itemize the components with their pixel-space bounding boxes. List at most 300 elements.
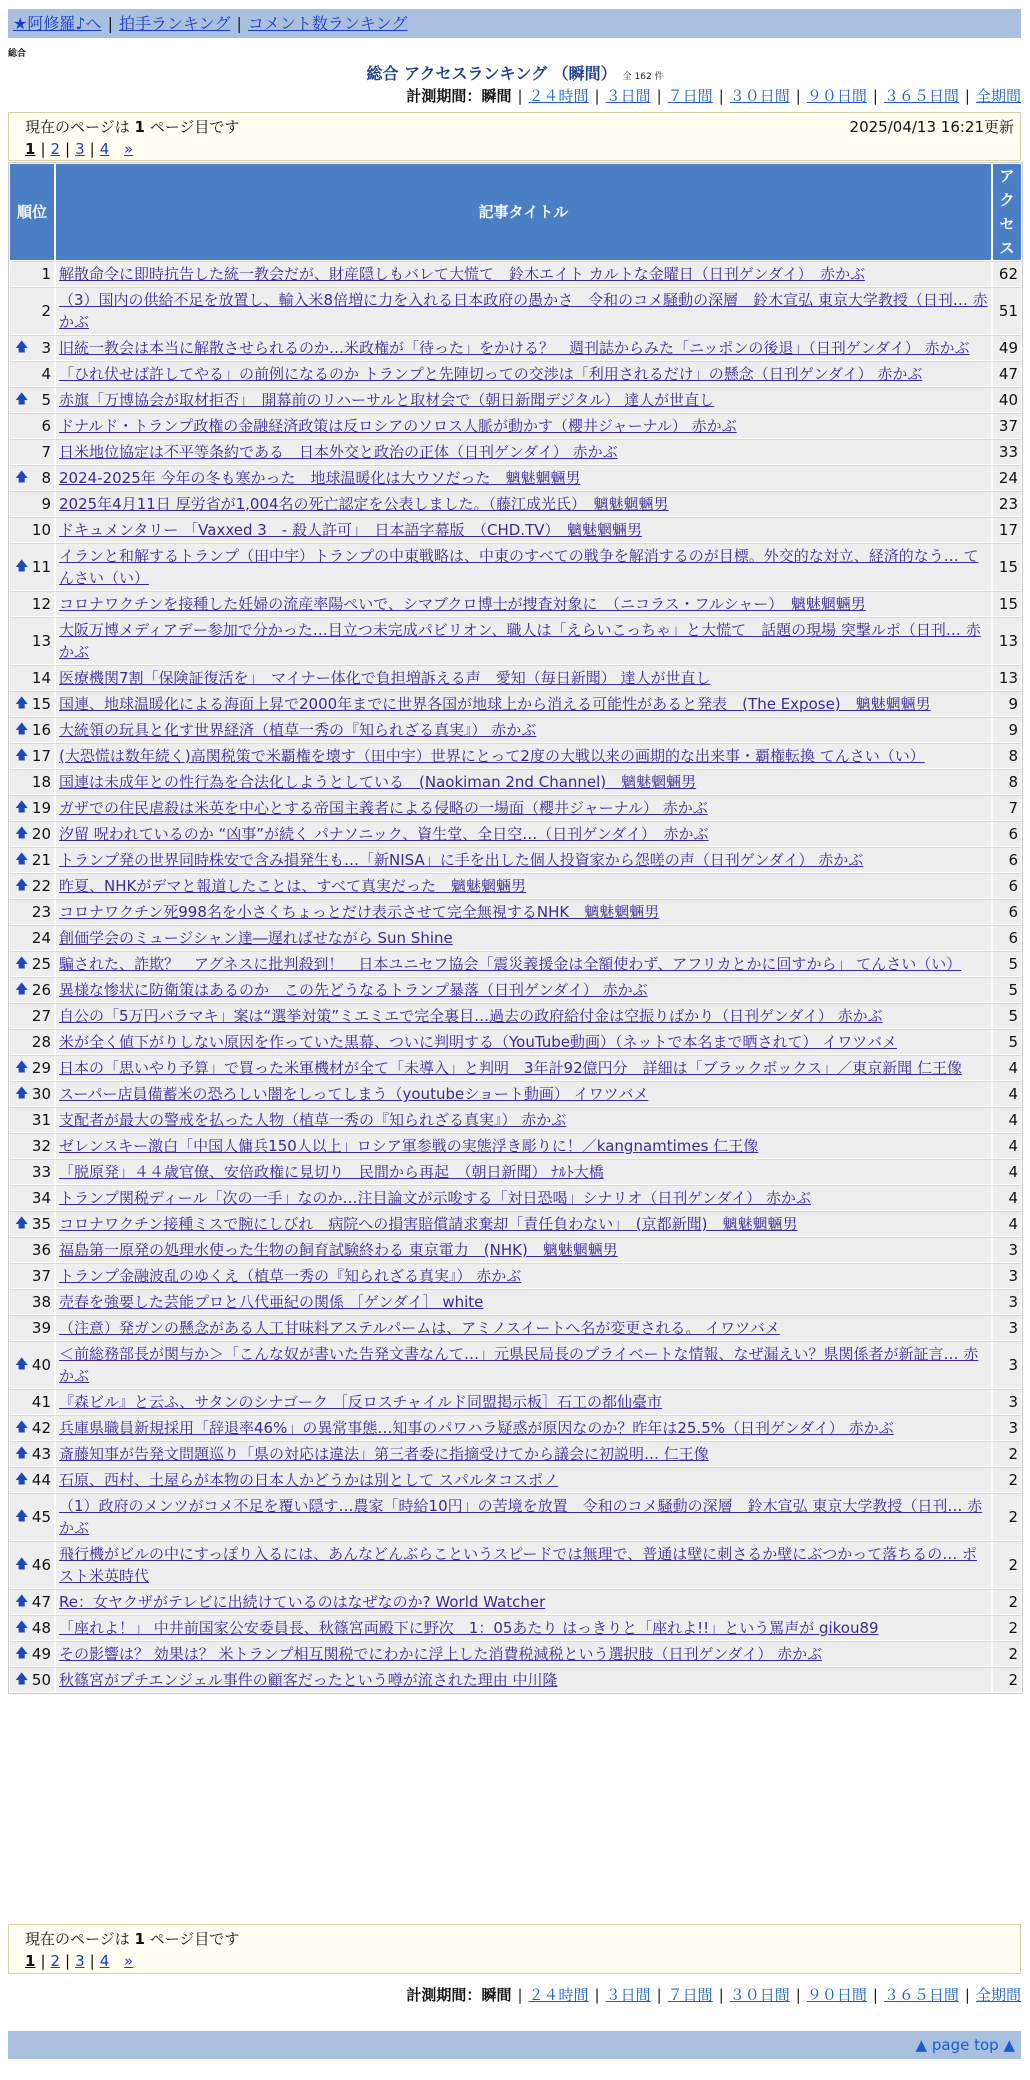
table-row (9, 899, 1022, 925)
article-link[interactable]: 斎藤知事が告発文問題巡り「県の対応は違法」第三者委に指摘受けてから議会に初説明… 仁王像 (59, 1445, 709, 1463)
title-cell (55, 1341, 992, 1389)
period-separator: | (964, 1986, 970, 2004)
page-separator: | (89, 140, 95, 158)
article-link[interactable]: 石原、西村、土屋らが本物の日本人かどうかは別として スパルタコスポノ (59, 1471, 559, 1489)
page-separator: | (89, 1952, 95, 1970)
rank-cell (9, 335, 55, 361)
access-count: 51 (992, 287, 1022, 335)
page-separator: | (65, 1952, 71, 1970)
article-link[interactable]: 異様な惨状に防衛策はあるのか この先どうなるトランプ暴落（日刊ゲンダイ） 赤かぶ (59, 981, 648, 999)
title-cell (55, 873, 992, 899)
article-link[interactable]: 創価学会のミュージシャン達―遅ればせながら Sun Shine (59, 929, 453, 947)
rank-cell (9, 1055, 55, 1081)
rank-cell (9, 743, 55, 769)
title-cell (55, 1263, 992, 1289)
access-count: 33 (992, 439, 1022, 465)
period-link-5[interactable]: ３６５日間 (883, 1986, 959, 2004)
article-link[interactable]: トランプ金融波乱のゆくえ（植草一秀の『知られざる真実』） 赤かぶ (59, 1267, 522, 1285)
rank-cell (9, 1081, 55, 1107)
article-link[interactable]: 「座れよ！」 中井前国家公安委員長、秋篠宮両殿下に野次 1：05あたり はっきりと「座れよ!!」という罵声が gikou89 (59, 1619, 879, 1637)
page-link-2[interactable]: 2 (50, 140, 61, 158)
article-link[interactable]: 『森ビル』と云ふ、サタンのシナゴーク ［反ロスチャイルド同盟掲示板］石工の都仙臺市 (59, 1393, 662, 1411)
rank-number: 34 (31, 1189, 51, 1207)
access-count: 15 (992, 543, 1022, 591)
table-row (9, 1107, 1022, 1133)
rank-number: 40 (31, 1356, 51, 1374)
up-arrow-icon: 🡅 (15, 878, 29, 893)
table-row (9, 1415, 1022, 1441)
rank-number: 32 (31, 1137, 51, 1155)
table-row (9, 1589, 1022, 1615)
table-row (9, 517, 1022, 543)
rank-cell (9, 465, 55, 491)
article-link[interactable]: (大恐慌は数年続く)高関税策で米覇権を壊す（田中宇）世界にとって2度の大戦以来の画期的な出来事・覇権転換 てんさい（い） (59, 747, 925, 765)
period-current: 瞬間 (481, 87, 512, 105)
article-link[interactable]: 昨夏、NHKがデマと報道したことは、すべて真実だった 魑魅魍魎男 (59, 877, 527, 895)
table-row (9, 1081, 1022, 1107)
table-row (9, 1263, 1022, 1289)
rank-number: 12 (31, 595, 51, 613)
page-separator: | (40, 1952, 46, 1970)
up-arrow-icon: 🡅 (15, 1472, 29, 1487)
rank-number: 41 (31, 1393, 51, 1411)
rank-number: 43 (31, 1445, 51, 1463)
page-title-text: 総合 アクセスランキング （瞬間） (366, 64, 617, 83)
period-separator: | (656, 87, 662, 105)
rank-number: 30 (31, 1085, 51, 1103)
table-row (9, 1315, 1022, 1341)
page-title (0, 61, 1030, 84)
access-count: 49 (992, 335, 1022, 361)
paging-text-prefix: 現在のページは (25, 1930, 130, 1948)
rank-number: 18 (31, 773, 51, 791)
access-count: 2 (992, 1589, 1022, 1615)
updated-timestamp: 2025/04/13 16:21更新 (849, 118, 1014, 136)
page-link-4[interactable]: 4 (99, 140, 110, 158)
article-link[interactable]: 秋篠宮がプチエンジェル事件の顧客だったという噂が流された理由 中川隆 (59, 1671, 558, 1689)
article-link[interactable]: コロナワクチンを接種した妊婦の流産率陽ぺいで、シマブクロ博士が捜査対象に （ニコラス・フルシャー） 魑魅魍魎男 (59, 595, 866, 613)
article-link[interactable]: 日米地位協定は不平等条約である 日本外交と政治の正体（日刊ゲンダイ） 赤かぶ (59, 443, 618, 461)
period-link-3[interactable]: ３０日間 (729, 1986, 790, 2004)
title-cell (55, 977, 992, 1003)
access-count: 24 (992, 465, 1022, 491)
rank-cell (9, 1641, 55, 1667)
table-row (9, 717, 1022, 743)
footer-bar (8, 2031, 1021, 2059)
rank-cell (9, 413, 55, 439)
rank-number: 38 (31, 1293, 51, 1311)
article-link[interactable]: 「脱原発」４４歳官僚、安倍政権に見切り 民間から再起 （朝日新聞） ﾅﾙﾄ大橋 (59, 1163, 604, 1181)
up-arrow-icon: 🡅 (15, 1509, 29, 1524)
nav-separator: | (107, 14, 113, 33)
nav-link-asyura[interactable]: ★阿修羅♪へ (13, 14, 102, 33)
rank-number: 11 (31, 558, 51, 576)
access-count: 13 (992, 617, 1022, 665)
title-cell (55, 1133, 992, 1159)
title-cell (55, 335, 992, 361)
access-count: 17 (992, 517, 1022, 543)
article-link[interactable]: スーパー店員備蓄米の恐ろしい闇をしってしまう（youtubeショート動画） イワツバメ (59, 1085, 649, 1103)
rank-number: 39 (31, 1319, 51, 1337)
paging-box-top (8, 112, 1021, 161)
article-link[interactable]: その影響は？ 効果は？ 米トランプ相互関税でにわかに浮上した消費税減税という選択肢（日刊ゲンダイ） 赤かぶ (59, 1645, 823, 1663)
category-label: 総合 (8, 49, 27, 59)
rank-cell (9, 1185, 55, 1211)
rank-number: 27 (31, 1007, 51, 1025)
table-row (9, 977, 1022, 1003)
table-row (9, 617, 1022, 665)
article-link[interactable]: ドナルド・トランプ政権の金融経済政策は反ロシアのソロス人脈が動かす（櫻井ジャーナル） 赤かぶ (59, 417, 737, 435)
period-link-0[interactable]: ２４時間 (528, 87, 589, 105)
table-row (9, 1467, 1022, 1493)
article-link[interactable]: 売春を強要した芸能プロと八代亜紀の関係 ［ゲンダイ］ white (59, 1293, 484, 1311)
period-separator: | (795, 87, 801, 105)
rank-number: 17 (31, 747, 51, 765)
up-arrow-icon: 🡅 (15, 1557, 29, 1572)
rank-number: 5 (41, 391, 51, 409)
access-count: 37 (992, 413, 1022, 439)
rank-number: 3 (41, 339, 51, 357)
access-count: 4 (992, 1133, 1022, 1159)
rank-cell (9, 1441, 55, 1467)
rank-cell (9, 1493, 55, 1541)
up-arrow-icon: 🡅 (15, 982, 29, 997)
up-arrow-icon: 🡅 (15, 1620, 29, 1635)
period-link-6[interactable]: 全期間 (975, 1986, 1021, 2004)
rank-number: 31 (31, 1111, 51, 1129)
rank-cell (9, 769, 55, 795)
title-cell (55, 1641, 992, 1667)
article-link[interactable]: 「ひれ伏せば許してやる」の前例になるのか トランプと先陣切っての交渉は「利用されるだけ」の懸念（日刊ゲンダイ） 赤かぶ (59, 365, 923, 383)
article-link[interactable]: ゼレンスキー激白「中国人傭兵150人以上」ロシア軍参戦の実態浮き彫りに！／kangnamtimes 仁王像 (59, 1137, 759, 1155)
title-cell (55, 691, 992, 717)
rank-number: 46 (31, 1556, 51, 1574)
period-separator: | (872, 87, 878, 105)
rank-number: 37 (31, 1267, 51, 1285)
title-cell (55, 1055, 992, 1081)
title-cell (55, 1107, 992, 1133)
article-link[interactable]: 米が全く値下がりしない原因を作っていた黒幕、ついに判明する（YouTube動画）（ネットで本名まで晒されて） イワツバメ (59, 1033, 897, 1051)
table-row (9, 287, 1022, 335)
rank-number: 33 (31, 1163, 51, 1181)
table-row (9, 1159, 1022, 1185)
table-row (9, 1133, 1022, 1159)
rank-cell (9, 1029, 55, 1055)
rank-cell (9, 1341, 55, 1389)
rank-number: 24 (31, 929, 51, 947)
paging-current: 1 (134, 1930, 145, 1948)
rank-number: 29 (31, 1059, 51, 1077)
article-link[interactable]: 旧統一教会は本当に解散させられるのか…米政権が「待った」をかける？ 週刊誌からみた「ニッポンの後退」（日刊ゲンダイ） 赤かぶ (59, 339, 970, 357)
period-link-4[interactable]: ９０日間 (806, 1986, 867, 2004)
up-arrow-icon: 🡅 (15, 1446, 29, 1461)
rank-number: 49 (31, 1645, 51, 1663)
table-row (9, 543, 1022, 591)
rank-number: 4 (41, 365, 51, 383)
paging-text-suffix: ページ目です (149, 118, 240, 136)
rank-cell (9, 543, 55, 591)
access-count: 62 (992, 261, 1022, 287)
page-link-3[interactable]: 3 (75, 140, 85, 158)
rank-number: 50 (31, 1671, 51, 1689)
period-link-2[interactable]: ７日間 (667, 87, 713, 105)
period-label: 計測期間： (406, 1986, 482, 2004)
table-row (9, 1029, 1022, 1055)
article-link[interactable]: 国連、地球温暖化による海面上昇で2000年までに世界各国が地球上から消える可能性があると発表 (The Expose) 魑魅魍魎男 (59, 695, 931, 713)
table-row (9, 465, 1022, 491)
title-cell (55, 1315, 992, 1341)
article-link[interactable]: イランと和解するトランプ（田中宇）トランプの中東戦略は、中東のすべての戦争を解消するのが目標。外交的な対立、経済的なう… てんさい（い） (59, 547, 979, 587)
paging-status-bottom (25, 1928, 1004, 1950)
title-cell (55, 361, 992, 387)
table-row (9, 1667, 1022, 1693)
title-cell (55, 413, 992, 439)
rank-number: 21 (31, 851, 51, 869)
article-link[interactable]: 支配者が最大の警戒を払った人物（植草一秀の『知られざる真実』） 赤かぶ (59, 1111, 567, 1129)
title-cell (55, 665, 992, 691)
access-count: 4 (992, 1159, 1022, 1185)
article-link[interactable]: ガザでの住民虐殺は米英を中心とする帝国主義者による侵略の一場面（櫻井ジャーナル） 赤かぶ (59, 799, 708, 817)
access-count: 5 (992, 1003, 1022, 1029)
table-row (9, 925, 1022, 951)
rank-number: 13 (31, 632, 51, 650)
rank-number: 47 (31, 1593, 51, 1611)
period-link-5[interactable]: ３６５日間 (883, 87, 959, 105)
article-link[interactable]: （注意）発ガンの懸念がある人工甘味料アステルパームは、アミノスイートへ名が変更される。 イワツバメ (59, 1319, 780, 1337)
access-count: 8 (992, 743, 1022, 769)
table-row (9, 491, 1022, 517)
nav-link-comment-ranking[interactable]: コメント数ランキング (247, 14, 408, 33)
table-row (9, 769, 1022, 795)
period-separator: | (964, 87, 970, 105)
period-link-1[interactable]: ３日間 (605, 87, 651, 105)
rank-cell (9, 1159, 55, 1185)
table-row (9, 413, 1022, 439)
up-arrow-icon: 🡅 (15, 1594, 29, 1609)
period-selector-top (406, 86, 1021, 106)
article-link[interactable]: 解散命令に即時抗告した統一教会だが、財産隠しもバレて大慌て 鈴木エイト カルトな金曜日（日刊ゲンダイ） 赤かぶ (59, 265, 866, 283)
period-separator: | (718, 1986, 724, 2004)
access-count: 4 (992, 1055, 1022, 1081)
period-separator: | (517, 87, 523, 105)
access-count: 15 (992, 591, 1022, 617)
rank-cell (9, 899, 55, 925)
period-separator: | (656, 1986, 662, 2004)
title-cell (55, 1667, 992, 1693)
article-link[interactable]: 国連は未成年との性行為を合法化しようとしている (Naokiman 2nd Channel) 魑魅魍魎男 (59, 773, 697, 791)
article-link[interactable]: ドキュメンタリー 「Vaxxed 3 - 殺人許可」 日本語字幕版 （CHD.TV） 魑魅魍魎男 (59, 521, 642, 539)
rank-cell (9, 1467, 55, 1493)
table-row (9, 1615, 1022, 1641)
rank-number: 23 (31, 903, 51, 921)
table-header-row (9, 163, 1022, 261)
table-row (9, 591, 1022, 617)
up-arrow-icon: 🡅 (15, 1357, 29, 1372)
table-row (9, 847, 1022, 873)
page-next-link[interactable]: » (124, 140, 134, 158)
page-separator: | (65, 140, 71, 158)
rank-number: 28 (31, 1033, 51, 1051)
access-count: 9 (992, 717, 1022, 743)
article-link[interactable]: （1）政府のメンツがコメ不足を覆い隠す…農家「時給10円」の苦境を放置 令和のコメ騒動の深層 鈴木宣弘 東京大学教授（日刊… 赤かぶ (59, 1497, 983, 1537)
title-cell (55, 517, 992, 543)
up-arrow-icon: 🡅 (15, 852, 29, 867)
article-link[interactable]: トランプ関税ディール「次の一手」なのか…注目論文が示唆する「対日恐喝」シナリオ（日刊ゲンダイ） 赤かぶ (59, 1189, 811, 1207)
top-nav (8, 9, 1021, 38)
period-separator: | (594, 87, 600, 105)
rank-number: 45 (31, 1508, 51, 1526)
article-link[interactable]: 大統領の玩具と化す世界経済（植草一秀の『知られざる真実』） 赤かぶ (59, 721, 537, 739)
period-link-0[interactable]: ２４時間 (528, 1986, 589, 2004)
period-link-2[interactable]: ７日間 (667, 1986, 713, 2004)
article-link[interactable]: 赤旗「万博協会が取材拒否」 開幕前のリハーサルと取材会で（朝日新聞デジタル） 達人が世直し (59, 391, 715, 409)
access-count: 3 (992, 1415, 1022, 1441)
rank-number: 16 (31, 721, 51, 739)
access-count: 4 (992, 1081, 1022, 1107)
rank-cell (9, 261, 55, 287)
period-link-4[interactable]: ９０日間 (806, 87, 867, 105)
access-count: 5 (992, 1029, 1022, 1055)
rank-number: 7 (41, 443, 51, 461)
title-cell (55, 1589, 992, 1615)
rank-number: 10 (31, 521, 51, 539)
rank-cell (9, 1003, 55, 1029)
rank-number: 42 (31, 1419, 51, 1437)
article-link[interactable]: 福島第一原発の処理水使った生物の飼育試験終わる 東京電力 (NHK) 魑魅魍魎男 (59, 1241, 618, 1259)
up-arrow-icon: 🡅 (15, 1672, 29, 1687)
article-link[interactable]: 騙された、詐欺？ アグネスに批判殺到！ 日本ユニセフ協会「震災義援金は全額使わず、アフリカとかに回すから」 てんさい（い） (59, 955, 962, 973)
title-cell (55, 287, 992, 335)
page-top-link[interactable]: ▲ page top ▲ (915, 2036, 1015, 2054)
period-link-1[interactable]: ３日間 (605, 1986, 651, 2004)
access-count: 2 (992, 1493, 1022, 1541)
access-count: 6 (992, 821, 1022, 847)
access-count: 2 (992, 1615, 1022, 1641)
table-row (9, 439, 1022, 465)
article-link[interactable]: ＜前総務部長が関与か＞「こんな奴が書いた告発文書なんて…」元県民局長のプライベートな情報、なぜ漏えい？県関係者が新証言… 赤かぶ (59, 1345, 979, 1385)
period-link-6[interactable]: 全期間 (975, 87, 1021, 105)
article-link[interactable]: （3）国内の供給不足を放置し、輸入米8倍増に力を入れる日本政府の愚かさ 令和のコメ騒動の深層 鈴木宣弘 東京大学教授（日刊… 赤かぶ (59, 291, 988, 331)
up-arrow-icon: 🡅 (15, 696, 29, 711)
rank-cell (9, 1589, 55, 1615)
up-arrow-icon: 🡅 (15, 340, 29, 355)
rank-cell (9, 847, 55, 873)
paging-text-prefix: 現在のページは (25, 118, 130, 136)
article-link[interactable]: コロナワクチン接種ミスで腕にしびれ 病院への損害賠償請求棄却「責任負わない」 (京都新聞) 魑魅魍魎男 (59, 1215, 798, 1233)
table-row (9, 951, 1022, 977)
table-row (9, 1389, 1022, 1415)
article-link[interactable]: 飛行機がビルの中にすっぽり入るには、あんなどんぶらこというスピードでは無理で、普通は壁に刺さるか壁にぶつかって落ちるの… ポスト米英時代 (59, 1545, 977, 1585)
article-link[interactable]: 日本の「思いやり予算」で買った米軍機材が全て「未導入」と判明 3年計92億円分 詳細は「ブラックボックス」／東京新聞 仁王像 (59, 1059, 962, 1077)
article-link[interactable]: コロナワクチン死998名を小さくちょっとだけ表示させて完全無視するNHK 魑魅魍魎男 (59, 903, 660, 921)
article-link[interactable]: トランプ発の世界同時株安で含み損発生も…「新NISA」に手を出した個人投資家から怨嗟の声（日刊ゲンダイ） 赤かぶ (59, 851, 864, 869)
rank-number: 8 (41, 469, 51, 487)
title-cell (55, 1237, 992, 1263)
rank-cell (9, 717, 55, 743)
article-link[interactable]: 汐留 呪われているのか “凶事”が続く パナソニック、資生堂、全日空…（日刊ゲンダイ） 赤かぶ (59, 825, 709, 843)
table-row (9, 261, 1022, 287)
rank-cell (9, 1415, 55, 1441)
page-link-2[interactable]: 2 (50, 1952, 61, 1970)
title-cell (55, 1159, 992, 1185)
title-cell (55, 951, 992, 977)
table-row (9, 743, 1022, 769)
article-link[interactable]: 兵庫県職員新規採用「辞退率46%」の異常事態…知事のパワハラ疑惑が原因なのか？昨年は25.5%（日刊ゲンダイ） 赤かぶ (59, 1419, 894, 1437)
rank-number: 25 (31, 955, 51, 973)
title-cell (55, 1289, 992, 1315)
page-link-current: 1 (25, 140, 36, 158)
page-separator (114, 1952, 119, 1970)
access-count: 2 (992, 1541, 1022, 1589)
title-cell (55, 795, 992, 821)
title-cell (55, 743, 992, 769)
access-count: 5 (992, 951, 1022, 977)
access-count: 13 (992, 665, 1022, 691)
table-row (9, 1055, 1022, 1081)
title-cell (55, 1029, 992, 1055)
period-separator: | (718, 87, 724, 105)
rank-cell (9, 491, 55, 517)
rank-number: 44 (31, 1471, 51, 1489)
article-link[interactable]: 自公の「5万円バラマキ」案は“選挙対策”ミエミエで完全裏目…過去の政府給付金は空振りばかり（日刊ゲンダイ） 赤かぶ (59, 1007, 883, 1025)
title-cell (55, 1615, 992, 1641)
article-link[interactable]: 2024-2025年 今年の冬も寒かった 地球温暖化は大ウソだった 魑魅魍魎男 (59, 469, 581, 487)
period-label: 計測期間： (406, 87, 482, 105)
total-count: 全 162 件 (622, 72, 664, 82)
title-cell (55, 617, 992, 665)
up-arrow-icon: 🡅 (15, 748, 29, 763)
ranking-body (9, 261, 1022, 1693)
access-count: 2 (992, 1441, 1022, 1467)
paging-current: 1 (134, 118, 145, 136)
page-link-4[interactable]: 4 (99, 1952, 110, 1970)
access-count: 6 (992, 899, 1022, 925)
rank-cell (9, 873, 55, 899)
title-cell (55, 465, 992, 491)
access-count: 6 (992, 847, 1022, 873)
article-link[interactable]: 2025年4月11日 厚労省が1,004名の死亡認定を公表しました。（藤江成光氏） 魑魅魍魎男 (59, 495, 669, 513)
rank-cell (9, 1615, 55, 1641)
ranking-table (8, 162, 1023, 1694)
up-arrow-icon: 🡅 (15, 800, 29, 815)
up-arrow-icon: 🡅 (15, 470, 29, 485)
page-next-link[interactable]: » (124, 1952, 134, 1970)
period-separator: | (517, 1986, 523, 2004)
access-count: 23 (992, 491, 1022, 517)
table-row (9, 1641, 1022, 1667)
rank-number: 26 (31, 981, 51, 999)
rank-number: 36 (31, 1241, 51, 1259)
rank-cell (9, 1133, 55, 1159)
period-link-3[interactable]: ３０日間 (729, 87, 790, 105)
access-count: 3 (992, 1315, 1022, 1341)
title-cell (55, 591, 992, 617)
title-cell (55, 1493, 992, 1541)
period-selector-bottom (406, 1985, 1021, 2005)
access-count: 3 (992, 1237, 1022, 1263)
rank-number: 19 (31, 799, 51, 817)
up-arrow-icon: 🡅 (15, 1060, 29, 1075)
table-row (9, 795, 1022, 821)
title-cell (55, 899, 992, 925)
article-link[interactable]: Re：女ヤクザがテレビに出続けているのはなぜなのか? World Watcher (59, 1593, 546, 1611)
nav-link-applause-ranking[interactable]: 拍手ランキング (118, 14, 231, 33)
page-link-3[interactable]: 3 (75, 1952, 85, 1970)
article-link[interactable]: 大阪万博メディアデー参加で分かった…目立つ未完成パビリオン、職人は「えらいこっちゃ」と大慌て 話題の現場 突撃ルポ（日刊… 赤かぶ (59, 621, 981, 661)
article-link[interactable]: 医療機関7割「保険証復活を」 マイナー体化で負担増訴える声 愛知（毎日新聞） 達人が世直し (59, 669, 711, 687)
rank-cell (9, 925, 55, 951)
up-arrow-icon: 🡅 (15, 826, 29, 841)
